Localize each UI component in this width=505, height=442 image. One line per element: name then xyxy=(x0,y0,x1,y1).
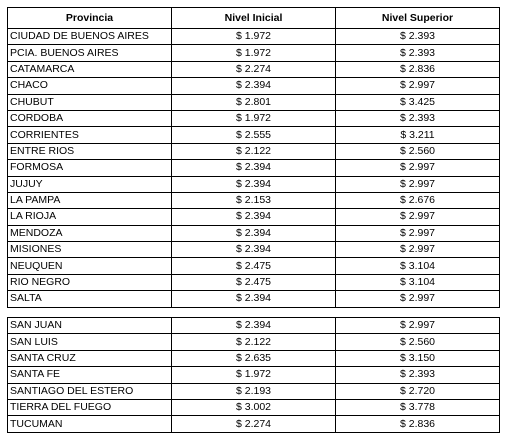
nivel-inicial-cell: $ 2.394 xyxy=(172,209,336,225)
provincia-cell: FORMOSA xyxy=(8,160,172,176)
provincia-cell: JUJUY xyxy=(8,176,172,192)
table-row xyxy=(8,160,500,176)
table-row xyxy=(8,176,500,192)
nivel-inicial-cell: $ 2.394 xyxy=(172,225,336,241)
nivel-superior-cell: $ 2.393 xyxy=(336,29,500,45)
provincia-cell: CATAMARCA xyxy=(8,61,172,77)
nivel-superior-cell: $ 2.997 xyxy=(336,209,500,225)
nivel-superior-cell: $ 2.393 xyxy=(336,45,500,61)
nivel-inicial-cell: $ 2.394 xyxy=(172,160,336,176)
provincia-cell: SANTA FE xyxy=(8,367,172,383)
table-row xyxy=(8,350,500,366)
table-row xyxy=(8,78,500,94)
nivel-superior-cell: $ 2.997 xyxy=(336,160,500,176)
table-row xyxy=(8,274,500,290)
provincia-cell: CHUBUT xyxy=(8,94,172,110)
salary-table-part-2 xyxy=(7,317,500,433)
nivel-inicial-cell: $ 1.972 xyxy=(172,367,336,383)
table-row xyxy=(8,334,500,350)
table-row xyxy=(8,416,500,432)
header-provincia: Provincia xyxy=(8,8,172,29)
table-row xyxy=(8,29,500,45)
provincia-cell: LA PAMPA xyxy=(8,192,172,208)
nivel-superior-cell: $ 2.393 xyxy=(336,110,500,126)
nivel-superior-cell: $ 2.836 xyxy=(336,61,500,77)
nivel-superior-cell: $ 3.425 xyxy=(336,94,500,110)
table-row xyxy=(8,45,500,61)
nivel-inicial-cell: $ 2.394 xyxy=(172,318,336,334)
provincia-cell: CHACO xyxy=(8,78,172,94)
provincia-cell: MISIONES xyxy=(8,242,172,258)
table-row xyxy=(8,291,500,307)
nivel-superior-cell: $ 2.836 xyxy=(336,416,500,432)
provincia-cell: RIO NEGRO xyxy=(8,274,172,290)
nivel-inicial-cell: $ 2.555 xyxy=(172,127,336,143)
table-row xyxy=(8,110,500,126)
nivel-inicial-cell: $ 2.274 xyxy=(172,416,336,432)
nivel-inicial-cell: $ 2.122 xyxy=(172,143,336,159)
nivel-inicial-cell: $ 1.972 xyxy=(172,45,336,61)
provincia-cell: SAN LUIS xyxy=(8,334,172,350)
nivel-inicial-cell: $ 2.475 xyxy=(172,274,336,290)
provincia-cell: MENDOZA xyxy=(8,225,172,241)
nivel-superior-cell: $ 2.393 xyxy=(336,367,500,383)
table-row xyxy=(8,127,500,143)
nivel-superior-cell: $ 2.720 xyxy=(336,383,500,399)
nivel-inicial-cell: $ 2.394 xyxy=(172,242,336,258)
nivel-superior-cell: $ 3.104 xyxy=(336,274,500,290)
nivel-superior-cell: $ 2.997 xyxy=(336,242,500,258)
provincia-cell: NEUQUEN xyxy=(8,258,172,274)
table-row xyxy=(8,242,500,258)
salary-table-part-1 xyxy=(7,7,500,308)
nivel-superior-cell: $ 2.997 xyxy=(336,318,500,334)
provincia-cell: TIERRA DEL FUEGO xyxy=(8,399,172,415)
provincia-cell: PCIA. BUENOS AIRES xyxy=(8,45,172,61)
nivel-inicial-cell: $ 2.394 xyxy=(172,291,336,307)
table-row xyxy=(8,367,500,383)
provincia-cell: SANTIAGO DEL ESTERO xyxy=(8,383,172,399)
nivel-inicial-cell: $ 2.475 xyxy=(172,258,336,274)
nivel-superior-cell: $ 2.997 xyxy=(336,291,500,307)
nivel-superior-cell: $ 3.211 xyxy=(336,127,500,143)
nivel-superior-cell: $ 3.778 xyxy=(336,399,500,415)
provincia-cell: LA RIOJA xyxy=(8,209,172,225)
table-row xyxy=(8,192,500,208)
table-row xyxy=(8,61,500,77)
provincia-cell: SAN JUAN xyxy=(8,318,172,334)
header-nivel-inicial: Nivel Inicial xyxy=(172,8,336,29)
nivel-superior-cell: $ 3.150 xyxy=(336,350,500,366)
nivel-inicial-cell: $ 2.394 xyxy=(172,78,336,94)
nivel-inicial-cell: $ 2.153 xyxy=(172,192,336,208)
nivel-superior-cell: $ 2.560 xyxy=(336,334,500,350)
nivel-inicial-cell: $ 2.193 xyxy=(172,383,336,399)
table-row xyxy=(8,209,500,225)
provincia-cell: CORDOBA xyxy=(8,110,172,126)
nivel-superior-cell: $ 2.997 xyxy=(336,176,500,192)
nivel-superior-cell: $ 2.997 xyxy=(336,225,500,241)
nivel-inicial-cell: $ 2.122 xyxy=(172,334,336,350)
provincia-cell: SANTA CRUZ xyxy=(8,350,172,366)
table-row xyxy=(8,258,500,274)
nivel-inicial-cell: $ 2.801 xyxy=(172,94,336,110)
nivel-inicial-cell: $ 1.972 xyxy=(172,110,336,126)
provincia-cell: TUCUMAN xyxy=(8,416,172,432)
provincia-cell: CORRIENTES xyxy=(8,127,172,143)
table-row xyxy=(8,143,500,159)
table-row xyxy=(8,318,500,334)
nivel-inicial-cell: $ 2.274 xyxy=(172,61,336,77)
provincia-cell: CIUDAD DE BUENOS AIRES xyxy=(8,29,172,45)
nivel-inicial-cell: $ 2.635 xyxy=(172,350,336,366)
nivel-superior-cell: $ 2.997 xyxy=(336,78,500,94)
nivel-inicial-cell: $ 2.394 xyxy=(172,176,336,192)
nivel-superior-cell: $ 2.560 xyxy=(336,143,500,159)
table-row xyxy=(8,225,500,241)
header-row xyxy=(8,8,500,29)
table-row xyxy=(8,383,500,399)
nivel-inicial-cell: $ 1.972 xyxy=(172,29,336,45)
table-row xyxy=(8,94,500,110)
table-row xyxy=(8,399,500,415)
provincia-cell: ENTRE RIOS xyxy=(8,143,172,159)
provincia-cell: SALTA xyxy=(8,291,172,307)
header-nivel-superior: Nivel Superior xyxy=(336,8,500,29)
nivel-superior-cell: $ 2.676 xyxy=(336,192,500,208)
nivel-superior-cell: $ 3.104 xyxy=(336,258,500,274)
nivel-inicial-cell: $ 3.002 xyxy=(172,399,336,415)
